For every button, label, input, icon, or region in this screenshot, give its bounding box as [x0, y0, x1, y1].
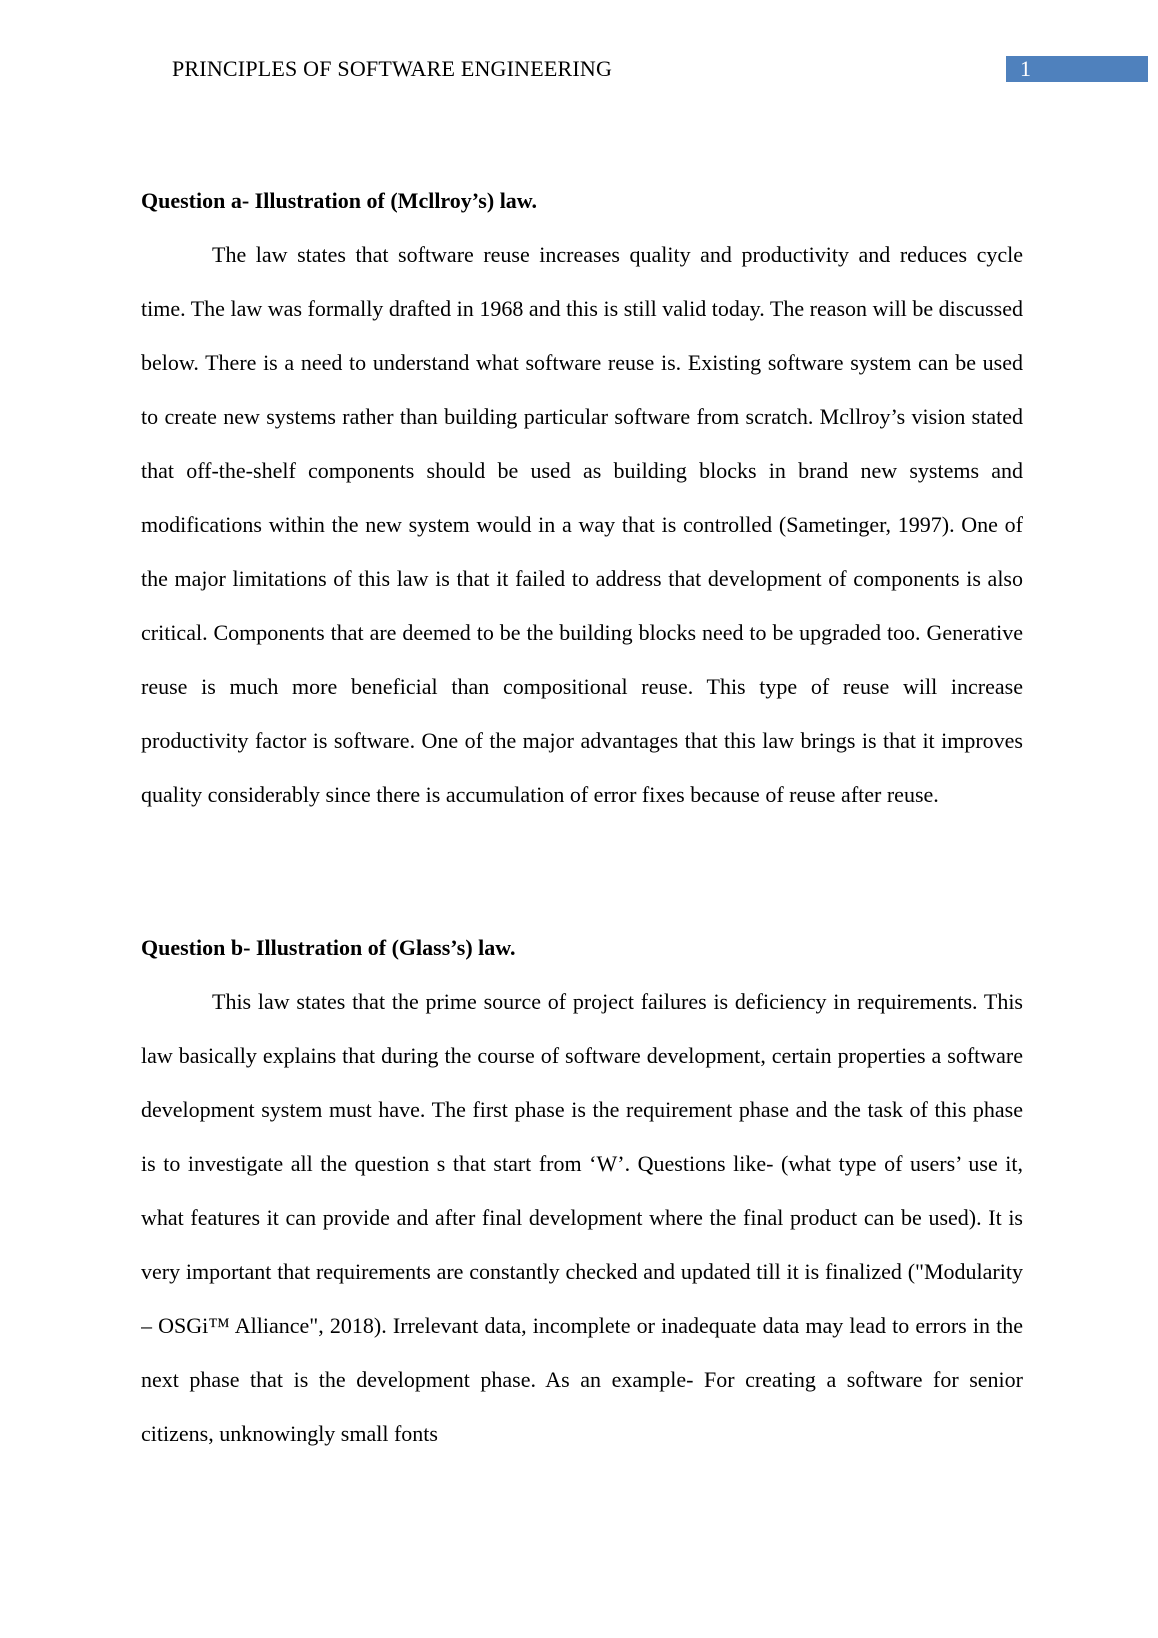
page-number: 1 — [1020, 56, 1031, 81]
section-heading-b: Question b- Illustration of (Glass’s) law. — [141, 935, 516, 960]
section-body-a: The law states that software reuse increases quality and productivity and reduces cycle time. The law was formally drafted in 1968 and this is still valid today. The reason will be discussed below. There is a need to understand what software reuse is. Existing software system can be used to create new systems rather than building particular software from scratch. Mcllroy’s vision stated that off-the-shelf components should be used as building blocks in brand new systems and modifications within the new system would in a way that is controlled (Sametinger, 1997). One of the major limitations of this law is that it failed to address that development of components is also critical. Components that are deemed to be the building blocks need to be upgraded too. Generative reuse is much more beneficial than compositional reuse. This type of reuse will increase productivity factor is software. One of the major advantages that this law brings is that it improves quality considerably since there is accumulation of error fixes because of reuse after reuse. — [141, 242, 1023, 807]
running-head: PRINCIPLES OF SOFTWARE ENGINEERING — [172, 56, 613, 81]
section-body-b: This law states that the prime source of project failures is deficiency in requirements. This law basically explains that during the course of software development, certain properties a software development system must have. The first phase is the requirement phase and the task of this phase is to investigate all the question s that start from ‘W’. Questions like- (what type of users’ use it, what features it can provide and after final development where the final product can be used). It is very important that requirements are constantly checked and updated till it is finalized ("Modularity – OSGi™ Alliance", 2018). Irrelevant data, incomplete or inadequate data may lead to errors in the next phase that is the development phase. As an example- For creating a software for senior citizens, unknowingly small fonts — [141, 989, 1023, 1446]
page-number-box — [1006, 56, 1148, 82]
section-heading-a: Question a- Illustration of (Mcllroy’s) law. — [141, 188, 537, 213]
